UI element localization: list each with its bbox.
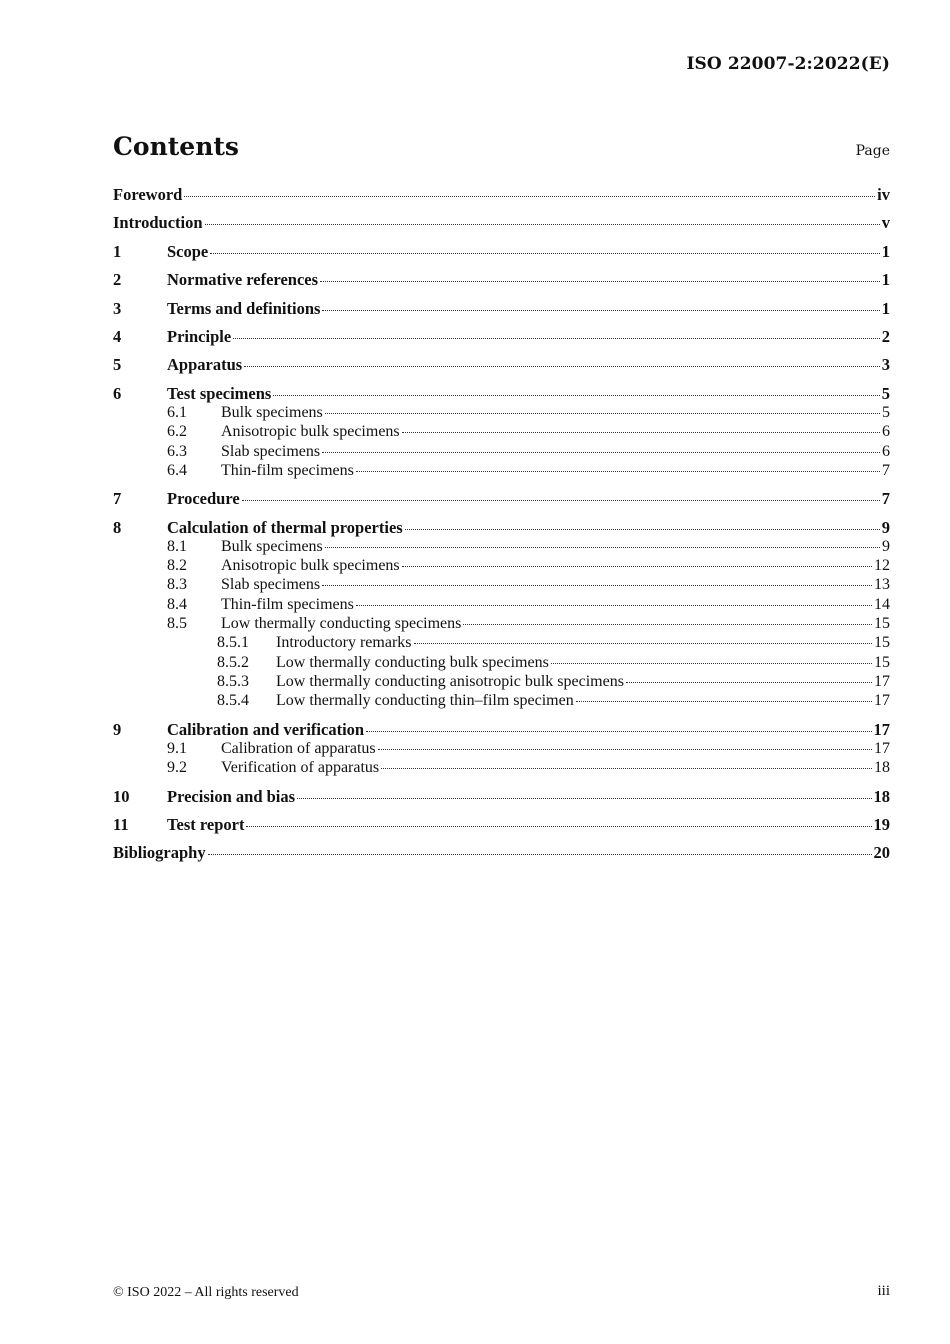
dot-leader: [242, 499, 880, 501]
toc-entry[interactable]: [113, 575, 890, 595]
toc-entry-number: 8.5: [167, 615, 187, 632]
toc-entry-title: Verification of apparatus: [221, 759, 380, 776]
dot-leader: [297, 797, 871, 799]
toc-entry-page: 13: [874, 576, 890, 593]
toc-entry-page: 17: [874, 740, 890, 757]
toc-entry-page: 7: [882, 462, 890, 479]
document-id: ISO 22007-2:2022(E): [686, 54, 890, 74]
toc-entry-page: iv: [877, 185, 890, 204]
toc-entry-page: 15: [874, 615, 890, 632]
page-number: iii: [877, 1283, 890, 1299]
toc-entry-page: 15: [874, 634, 890, 651]
toc-entry-page: 5: [881, 384, 890, 403]
dot-leader: [366, 730, 871, 732]
toc-entry-page: 17: [873, 720, 890, 739]
toc-entry[interactable]: [113, 299, 890, 319]
toc-entry-title: Test report: [167, 815, 245, 834]
toc-entry-title: Low thermally conducting thin–film specimen: [276, 692, 574, 709]
toc-entry-number: 7: [113, 489, 122, 508]
toc-entry-page: 14: [874, 596, 890, 613]
toc-entry[interactable]: [113, 758, 890, 778]
toc-entry-page: 9: [881, 518, 890, 537]
toc-entry-title: Apparatus: [167, 355, 243, 374]
toc-entry-page: 12: [874, 557, 890, 574]
toc-entry[interactable]: [113, 843, 890, 863]
toc-entry-page: 6: [882, 423, 890, 440]
toc-entry-number: 9.1: [167, 740, 187, 757]
toc-entry-title: Introductory remarks: [276, 634, 412, 651]
dot-leader: [414, 642, 872, 644]
toc-entry-page: 17: [874, 692, 890, 709]
toc-entry-number: 6.3: [167, 443, 187, 460]
dot-leader: [273, 394, 879, 396]
toc-entry-title: Anisotropic bulk specimens: [221, 423, 400, 440]
dot-leader: [325, 546, 880, 548]
toc-entry[interactable]: [113, 384, 890, 404]
dot-leader: [402, 565, 872, 567]
toc-entry[interactable]: [113, 720, 890, 740]
toc-entry-title: Scope: [167, 242, 209, 261]
toc-entry-title: Bibliography: [113, 843, 206, 862]
toc-entry[interactable]: [113, 403, 890, 423]
dot-leader: [463, 623, 872, 625]
dot-leader: [405, 528, 880, 530]
toc-entry[interactable]: [113, 537, 890, 557]
page-title: Contents: [113, 132, 240, 161]
toc-entry-title: Test specimens: [167, 384, 272, 403]
toc-entry[interactable]: [113, 489, 890, 509]
dot-leader: [184, 195, 875, 197]
dot-leader: [551, 662, 872, 664]
dot-leader: [381, 767, 872, 769]
dot-leader: [322, 451, 880, 453]
toc-entry-number: 9: [113, 720, 122, 739]
toc-entry[interactable]: [113, 270, 890, 290]
toc-entry-number: 8.5.1: [217, 634, 249, 651]
dot-leader: [402, 431, 880, 433]
toc-entry-page: v: [881, 213, 890, 232]
toc-entry[interactable]: [113, 556, 890, 576]
toc-entry[interactable]: [113, 633, 890, 653]
toc-entry-number: 8.4: [167, 596, 187, 613]
dot-leader: [356, 604, 872, 606]
toc-entry[interactable]: [113, 672, 890, 692]
toc-entry-title: Normative references: [167, 270, 319, 289]
dot-leader: [356, 470, 880, 472]
toc-entry-page: 5: [882, 404, 890, 421]
toc-entry-page: 1: [881, 270, 890, 289]
toc-entry[interactable]: [113, 327, 890, 347]
toc-entry-page: 20: [873, 843, 890, 862]
page-column-label: Page: [855, 143, 890, 159]
toc-entry-title: Anisotropic bulk specimens: [221, 557, 400, 574]
toc-entry-number: 6.2: [167, 423, 187, 440]
toc-entry-page: 2: [881, 327, 890, 346]
toc-entry-title: Low thermally conducting bulk specimens: [276, 654, 549, 671]
toc-entry[interactable]: [113, 213, 890, 233]
toc-entry-number: 6.1: [167, 404, 187, 421]
toc-entry-number: 10: [113, 787, 130, 806]
toc-entry-number: 8.3: [167, 576, 187, 593]
toc-entry-number: 8.1: [167, 538, 187, 555]
dot-leader: [325, 412, 880, 414]
toc-entry[interactable]: [113, 653, 890, 673]
dot-leader: [233, 337, 880, 339]
toc-entry-title: Thin-film specimens: [221, 596, 354, 613]
toc-entry[interactable]: [113, 422, 890, 442]
toc-entry-number: 6: [113, 384, 122, 403]
toc-entry-title: Calculation of thermal properties: [167, 518, 403, 537]
toc-entry-number: 6.4: [167, 462, 187, 479]
toc-entry-page: 15: [874, 654, 890, 671]
dot-leader: [208, 853, 872, 855]
toc-entry-title: Principle: [167, 327, 232, 346]
toc-entry[interactable]: [113, 787, 890, 807]
toc-entry[interactable]: [113, 461, 890, 481]
toc-entry-number: 8.5.3: [217, 673, 249, 690]
toc-entry[interactable]: [113, 442, 890, 462]
toc-entry-number: 11: [113, 815, 129, 834]
dot-leader: [322, 309, 879, 311]
toc-entry-number: 3: [113, 299, 122, 318]
toc-entry-number: 8.5.4: [217, 692, 249, 709]
toc-entry-title: Slab specimens: [221, 576, 321, 593]
toc-entry-title: Procedure: [167, 489, 240, 508]
toc-entry-page: 7: [881, 489, 890, 508]
toc-entry-number: 8.5.2: [217, 654, 249, 671]
toc-entry[interactable]: [113, 739, 890, 759]
dot-leader: [378, 748, 872, 750]
dot-leader: [210, 252, 880, 254]
toc-entry[interactable]: [113, 691, 890, 711]
dot-leader: [244, 365, 880, 367]
toc-entry[interactable]: [113, 518, 890, 538]
toc-entry[interactable]: [113, 614, 890, 634]
toc-entry-page: 19: [873, 815, 890, 834]
toc-entry-title: Introduction: [113, 213, 203, 232]
toc-entry-page: 18: [873, 787, 890, 806]
toc-entry-page: 18: [874, 759, 890, 776]
toc-entry-page: 1: [881, 299, 890, 318]
toc-entry-title: Calibration and verification: [167, 720, 365, 739]
dot-leader: [205, 223, 880, 225]
dot-leader: [246, 825, 871, 827]
dot-leader: [576, 700, 872, 702]
toc-entry-number: 8: [113, 518, 122, 537]
toc-entry-page: 3: [881, 355, 890, 374]
toc-entry[interactable]: [113, 595, 890, 615]
toc-entry-title: Low thermally conducting anisotropic bulk specimens: [276, 673, 624, 690]
dot-leader: [320, 280, 880, 282]
toc-entry-page: 9: [882, 538, 890, 555]
toc-entry[interactable]: [113, 242, 890, 262]
toc-entry-number: 8.2: [167, 557, 187, 574]
toc-entry-title: Thin-film specimens: [221, 462, 354, 479]
toc-entry-number: 5: [113, 355, 122, 374]
toc-entry-title: Low thermally conducting specimens: [221, 615, 462, 632]
copyright-notice: © ISO 2022 – All rights reserved: [113, 1285, 299, 1300]
toc-entry-title: Foreword: [113, 185, 183, 204]
toc-entry[interactable]: [113, 185, 890, 205]
dot-leader: [626, 681, 872, 683]
toc-entry-number: 4: [113, 327, 122, 346]
toc-entry-title: Calibration of apparatus: [221, 740, 376, 757]
toc-entry-number: 1: [113, 242, 122, 261]
toc-entry-number: 2: [113, 270, 122, 289]
toc-entry-title: Precision and bias: [167, 787, 296, 806]
toc-entry[interactable]: [113, 815, 890, 835]
toc-entry-title: Bulk specimens: [221, 538, 323, 555]
toc-entry-title: Bulk specimens: [221, 404, 323, 421]
toc-entry-number: 9.2: [167, 759, 187, 776]
toc-entry-title: Slab specimens: [221, 443, 321, 460]
toc-entry-page: 1: [881, 242, 890, 261]
toc-entry-title: Terms and definitions: [167, 299, 321, 318]
toc-entry-page: 17: [874, 673, 890, 690]
toc-entry[interactable]: [113, 355, 890, 375]
toc-entry-page: 6: [882, 443, 890, 460]
dot-leader: [322, 584, 872, 586]
